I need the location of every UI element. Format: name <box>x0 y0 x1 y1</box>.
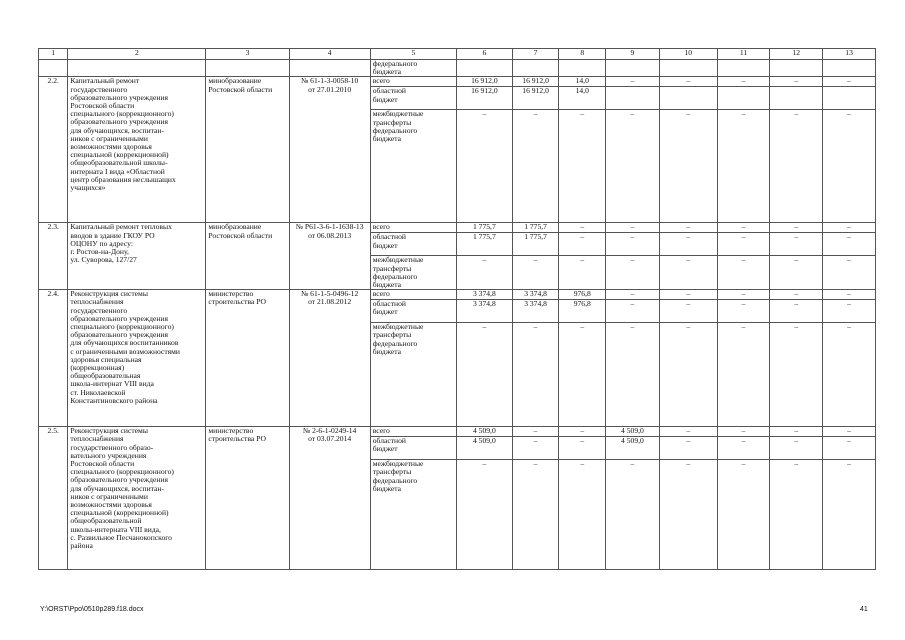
object-name: Реконструкция системы теплоснабжения государственного образо- вательного учреждения Ростовской области специального (коррекционного) образовательного учреждения для обучающихся, воспитан- ников с ограниченными возможностями здоровья специальной (коррекционной) общеобразовательной школы-интерната VIII вида, с. Развильное Песчанокопского района <box>68 427 206 570</box>
value-cell: – <box>512 323 559 427</box>
value-cell: – <box>606 110 660 223</box>
value-cell: – <box>717 77 770 87</box>
funding-source: областной бюджет <box>370 233 456 256</box>
value-cell: 1 775,7 <box>512 233 559 256</box>
value-cell: – <box>770 323 823 427</box>
value-cell: 14,0 <box>559 77 606 87</box>
value-cell: – <box>770 300 823 323</box>
value-cell: – <box>717 427 770 437</box>
value-cell: 14,0 <box>559 87 606 110</box>
value-cell: – <box>823 233 876 256</box>
header-row <box>39 49 876 60</box>
value-cell: 3 374,8 <box>512 300 559 323</box>
value-cell: 3 374,8 <box>512 290 559 300</box>
funding-source: областной бюджет <box>370 300 456 323</box>
value-cell: – <box>717 256 770 290</box>
value-cell: 4 509,0 <box>456 427 512 437</box>
value-cell <box>606 87 660 110</box>
table-row <box>39 77 876 87</box>
value-cell: – <box>456 460 512 570</box>
value-cell: – <box>823 437 876 460</box>
value-cell: – <box>823 460 876 570</box>
value-cell: – <box>717 437 770 460</box>
value-cell: – <box>659 300 717 323</box>
value-cell: – <box>770 290 823 300</box>
value-cell: – <box>770 110 823 223</box>
value-cell: 3 374,8 <box>456 290 512 300</box>
value-cell: – <box>659 290 717 300</box>
value-cell <box>659 87 717 110</box>
value-cell <box>770 87 823 110</box>
value-cell: – <box>659 323 717 427</box>
value-cell: – <box>606 300 660 323</box>
funding-source: всего <box>370 290 456 300</box>
value-cell: – <box>512 110 559 223</box>
value-cell: – <box>559 323 606 427</box>
value-cell: 16 912,0 <box>456 87 512 110</box>
value-cell: 4 509,0 <box>606 427 660 437</box>
object-name: Капитальный ремонт государственного образовательного учреждения Ростовской области специального (коррекционного) образовательного учреждения для обучающихся, воспитан- ников с ограниченными возможностями здоровья специальной (коррекционной) общеобразовательной школы- интерната I вида «Областной центр образования неслышащих учащихся» <box>68 77 206 223</box>
value-cell <box>823 87 876 110</box>
object-name: Реконструкция системы теплоснабжения государственного образовательного учреждения специального (коррекционного) образовательного учреждения для обучающихся воспитанников с ограниченными возможностями здоровья специальная (коррекционная) общеобразовательная школа-интернат VIII вида ст. Николаевской Константиновского района <box>68 290 206 427</box>
value-cell: 1 775,7 <box>456 233 512 256</box>
header-cell: 13 <box>823 49 876 60</box>
table-cell <box>717 60 770 77</box>
value-cell: – <box>717 233 770 256</box>
table-cell <box>39 60 68 77</box>
value-cell: – <box>659 427 717 437</box>
value-cell: – <box>606 290 660 300</box>
value-cell: 1 775,7 <box>456 223 512 233</box>
value-cell: 16 912,0 <box>456 77 512 87</box>
value-cell: – <box>717 110 770 223</box>
value-cell: – <box>823 223 876 233</box>
value-cell: – <box>717 290 770 300</box>
header-cell: 9 <box>606 49 660 60</box>
table-cell <box>823 60 876 77</box>
value-cell: – <box>606 77 660 87</box>
funding-source: межбюджетные трансферты федерального бюджета <box>370 460 456 570</box>
funding-source: областной бюджет <box>370 87 456 110</box>
value-cell: – <box>823 77 876 87</box>
funding-source: межбюджетные трансферты федерального бюджета <box>370 110 456 223</box>
value-cell: 16 912,0 <box>512 77 559 87</box>
responsible-org: министерство строительства РО <box>206 290 289 427</box>
value-cell: – <box>559 437 606 460</box>
value-cell: – <box>512 437 559 460</box>
table-cell <box>559 60 606 77</box>
value-cell: – <box>659 256 717 290</box>
table-cell <box>770 60 823 77</box>
funding-source: областной бюджет <box>370 437 456 460</box>
value-cell: – <box>717 300 770 323</box>
header-cell: 11 <box>717 49 770 60</box>
header-cell: 7 <box>512 49 559 60</box>
table-row <box>39 427 876 437</box>
value-cell: – <box>559 233 606 256</box>
continuation-row <box>39 60 876 77</box>
value-cell: – <box>606 323 660 427</box>
funding-source: всего <box>370 427 456 437</box>
value-cell: 3 374,8 <box>456 300 512 323</box>
value-cell: 976,8 <box>559 290 606 300</box>
value-cell: – <box>559 256 606 290</box>
header-cell: 4 <box>289 49 370 60</box>
value-cell: – <box>559 427 606 437</box>
value-cell: – <box>823 323 876 427</box>
document-number: № 2-6-1-0249-14 от 03.07.2014 <box>289 427 370 570</box>
value-cell: – <box>659 77 717 87</box>
value-cell: – <box>659 110 717 223</box>
header-cell: 1 <box>39 49 68 60</box>
value-cell: – <box>606 256 660 290</box>
footer-page-number: 41 <box>860 606 868 613</box>
row-number: 2.2. <box>39 77 68 223</box>
funding-source: межбюджетные трансферты федерального бюджета <box>370 323 456 427</box>
funding-source: всего <box>370 77 456 87</box>
header-cell: 10 <box>659 49 717 60</box>
value-cell: – <box>456 323 512 427</box>
value-cell: – <box>717 460 770 570</box>
header-cell: 6 <box>456 49 512 60</box>
value-cell: – <box>456 110 512 223</box>
value-cell: – <box>512 460 559 570</box>
value-cell: 1 775,7 <box>512 223 559 233</box>
row-number: 2.5. <box>39 427 68 570</box>
table-row <box>39 223 876 233</box>
value-cell: – <box>512 427 559 437</box>
value-cell: – <box>770 427 823 437</box>
value-cell: 976,8 <box>559 300 606 323</box>
value-cell: – <box>659 437 717 460</box>
value-cell: – <box>512 256 559 290</box>
table-cell <box>512 60 559 77</box>
value-cell: – <box>770 256 823 290</box>
document-number: № 61-1-5-0496-12 от 21.08.2012 <box>289 290 370 427</box>
value-cell: – <box>823 427 876 437</box>
value-cell: – <box>559 223 606 233</box>
header-cell: 12 <box>770 49 823 60</box>
responsible-org: минобразование Ростовской области <box>206 77 289 223</box>
value-cell <box>717 87 770 110</box>
value-cell: – <box>823 290 876 300</box>
document-number: № 61-1-3-0058-10 от 27.01.2010 <box>289 77 370 223</box>
value-cell: – <box>559 110 606 223</box>
object-name: Капитальный ремонт тепловых вводов в здание ГКОУ РО ОЦОНУ по адресу: г. Ростов-на-Дону, ул. Суворова, 127/27 <box>68 223 206 290</box>
header-cell: 8 <box>559 49 606 60</box>
header-cell: 3 <box>206 49 289 60</box>
value-cell: – <box>770 77 823 87</box>
table-cell <box>659 60 717 77</box>
value-cell: – <box>717 323 770 427</box>
value-cell: – <box>823 300 876 323</box>
value-cell: – <box>770 460 823 570</box>
header-cell: 5 <box>370 49 456 60</box>
value-cell: – <box>770 223 823 233</box>
value-cell: – <box>606 460 660 570</box>
value-cell: – <box>606 233 660 256</box>
table-row <box>39 290 876 300</box>
document-number: № Р61-3-6-1-1638-13 от 06.08.2013 <box>289 223 370 290</box>
budget-table <box>38 48 876 570</box>
value-cell: – <box>770 233 823 256</box>
value-cell: – <box>456 256 512 290</box>
responsible-org: министерство строительства РО <box>206 427 289 570</box>
value-cell: – <box>823 110 876 223</box>
table-cell <box>606 60 660 77</box>
value-cell: 16 912,0 <box>512 87 559 110</box>
row-number: 2.3. <box>39 223 68 290</box>
value-cell: – <box>606 223 660 233</box>
table-cell <box>289 60 370 77</box>
value-cell: – <box>770 437 823 460</box>
funding-source: межбюджетные трансферты федерального бюджета <box>370 256 456 290</box>
value-cell: 4 509,0 <box>606 437 660 460</box>
value-cell: – <box>659 223 717 233</box>
header-cell: 2 <box>68 49 206 60</box>
table-cell <box>206 60 289 77</box>
value-cell: – <box>823 256 876 290</box>
table-cell: федерального бюджета <box>370 60 456 77</box>
value-cell: – <box>559 460 606 570</box>
value-cell: – <box>659 233 717 256</box>
table-cell <box>68 60 206 77</box>
row-number: 2.4. <box>39 290 68 427</box>
funding-source: всего <box>370 223 456 233</box>
value-cell: 4 509,0 <box>456 437 512 460</box>
value-cell: – <box>717 223 770 233</box>
table-cell <box>456 60 512 77</box>
value-cell: – <box>659 460 717 570</box>
responsible-org: минобразование Ростовской области <box>206 223 289 290</box>
footer-file-path: Y:\ORST\Ppo\0510p289.f18.docx <box>40 606 144 613</box>
